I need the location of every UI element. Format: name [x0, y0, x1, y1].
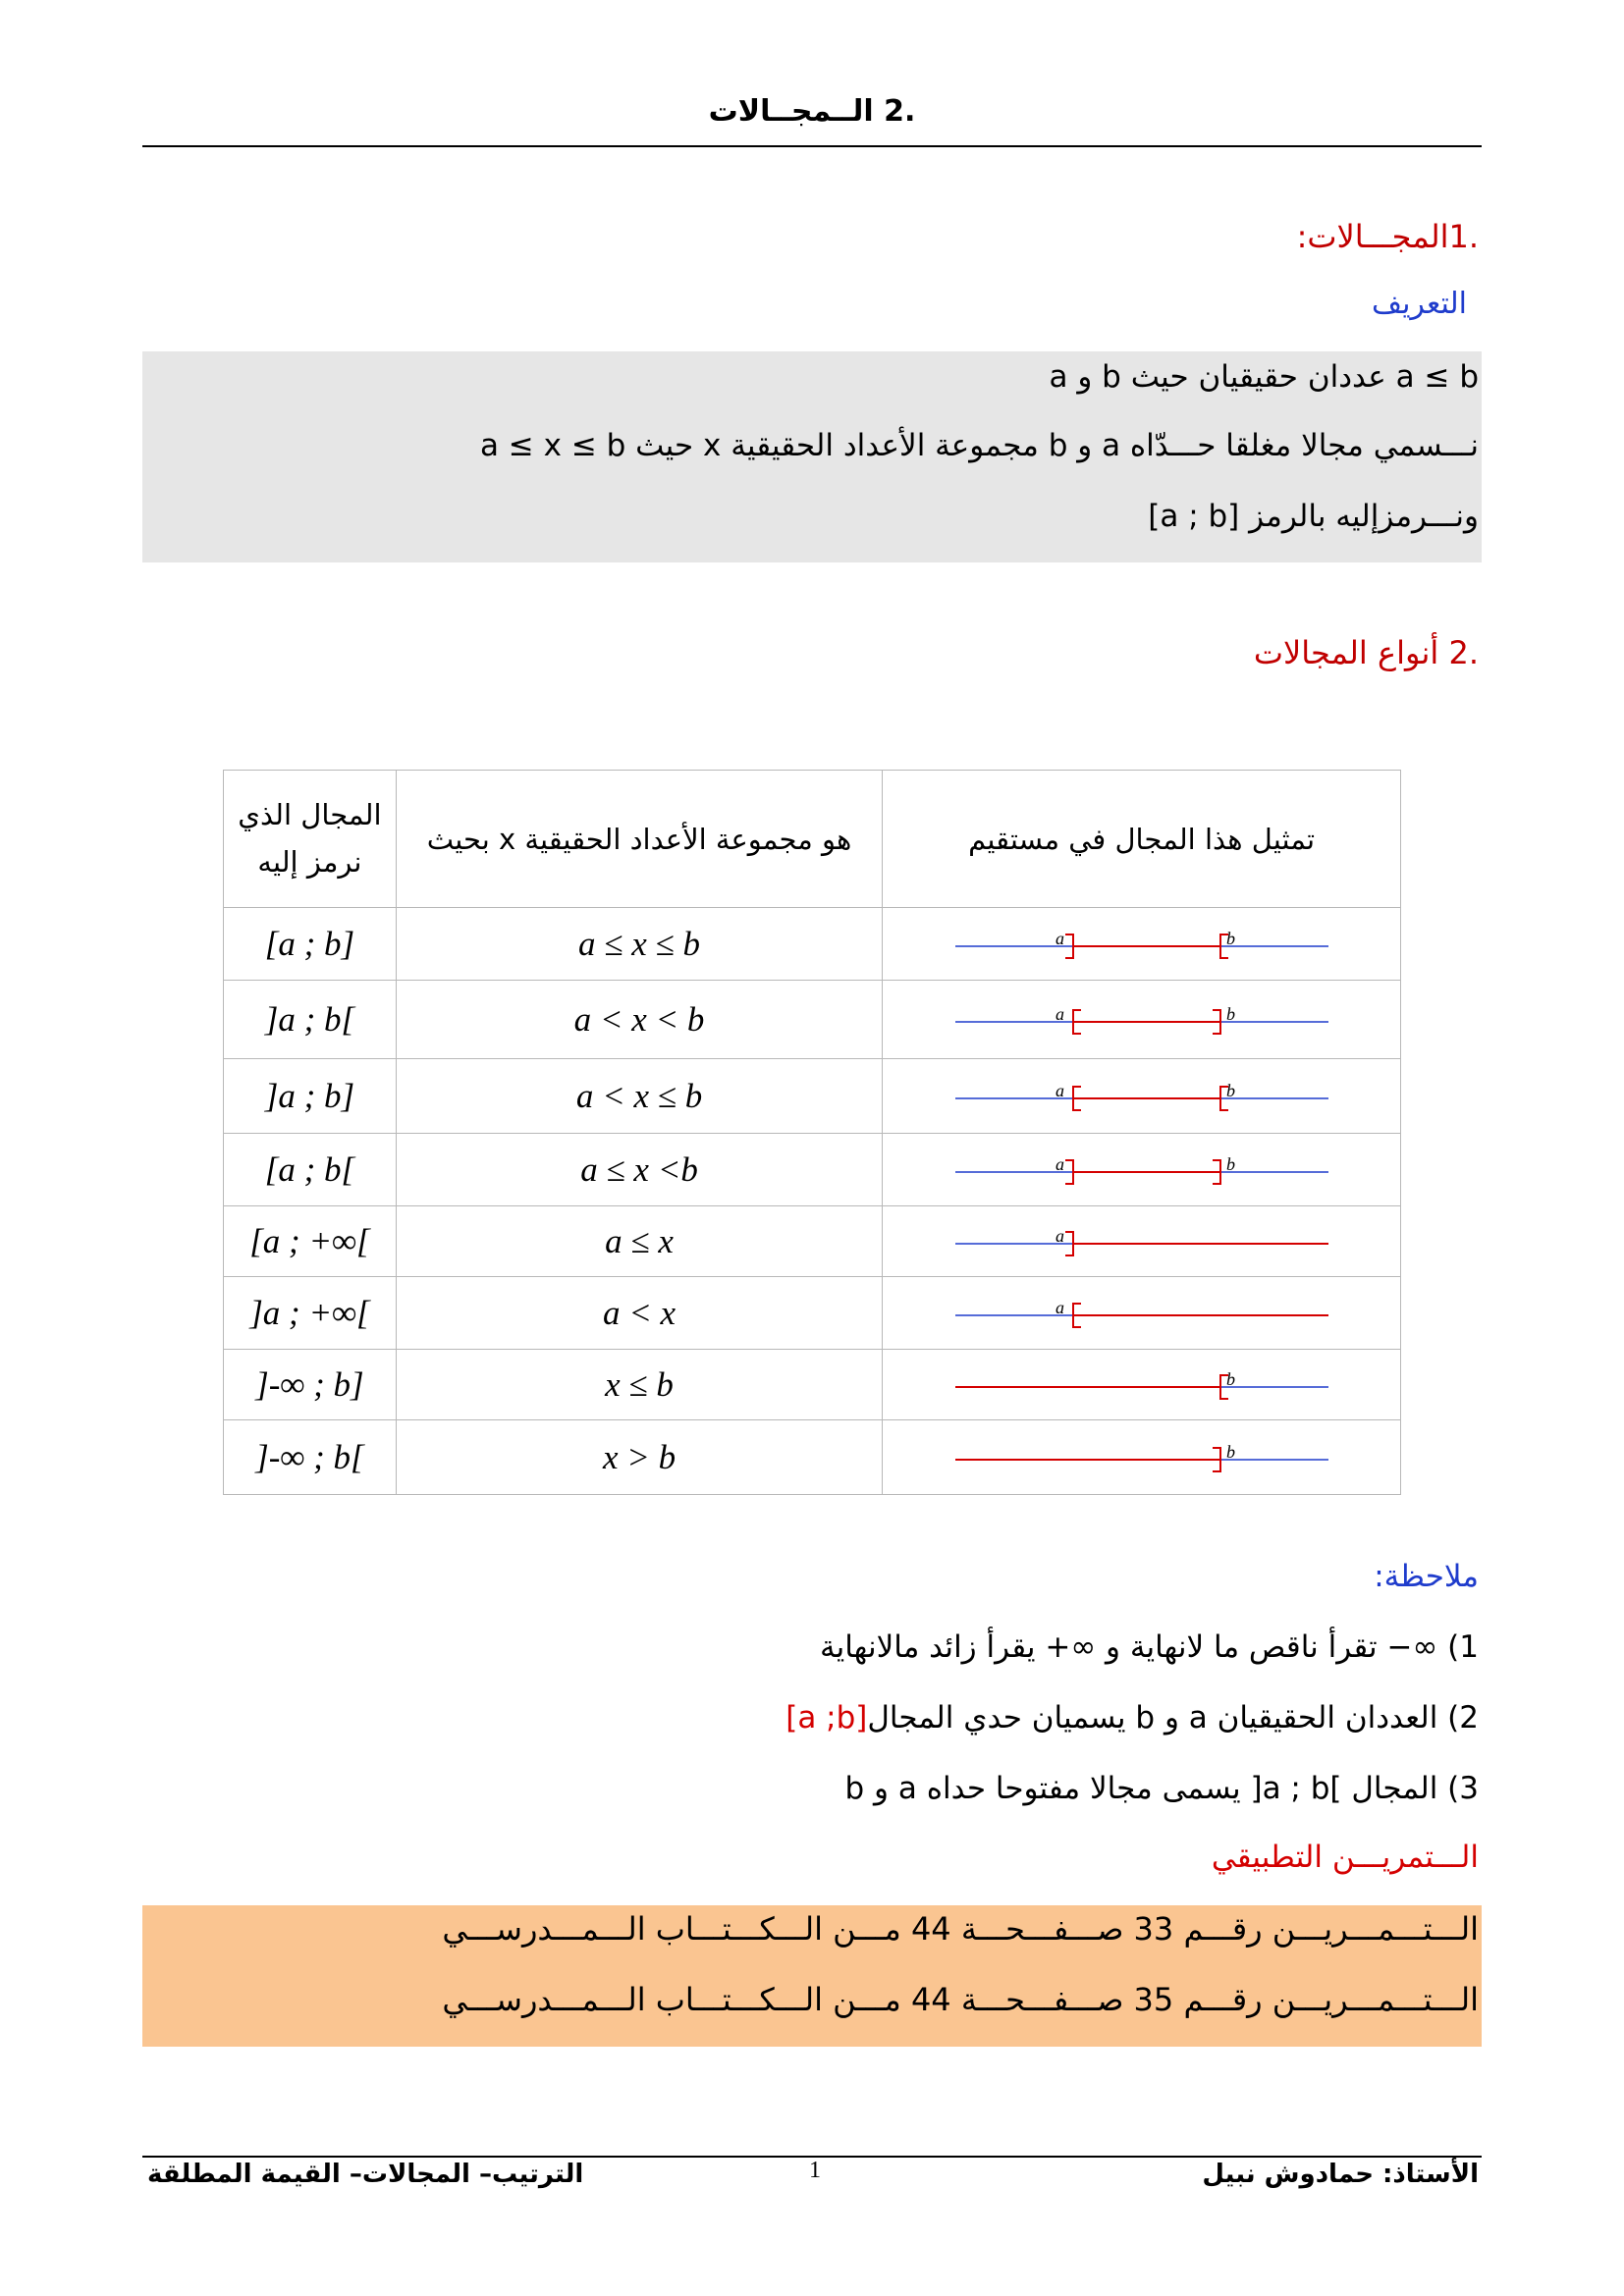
endpoint-label-b: b	[1225, 1080, 1235, 1100]
definition-label: التعريف	[1372, 287, 1467, 321]
header-representation: تمثيل هذا المجال في مستقيم	[883, 771, 1401, 908]
number-line-cell	[883, 1206, 1401, 1277]
table-row	[224, 1420, 1401, 1495]
endpoint-label-b: b	[1225, 1441, 1235, 1462]
number-line	[946, 998, 1338, 1041]
interval-symbol: ]a ; b]	[224, 1059, 397, 1134]
header-condition: هو مجموعة الأعداد الحقيقية x بحيث	[396, 771, 882, 908]
page-number: 1	[809, 2158, 821, 2183]
interval-symbol: ]-∞ ; b[	[224, 1420, 397, 1495]
note-item-2-interval: [a ;b]	[785, 1700, 868, 1735]
note-item-2-text: 2) العددان الحقيقيان a و b يسميان حدي المجال	[867, 1700, 1479, 1735]
exercise-line-1: الـــتـــمـــريـــن رقـــم 33 صـــفـــحـــة 44 مـــن الـــكـــتـــاب الـــمـــدرســـي	[442, 1910, 1479, 1948]
endpoint-label-a: a	[1055, 1153, 1064, 1174]
definition-line-3: ونـــرمزإليه بالرمز [a ; b]	[1148, 499, 1479, 534]
number-line	[946, 1363, 1338, 1407]
table-row	[224, 908, 1401, 981]
table-row	[224, 981, 1401, 1059]
number-line-cell	[883, 1277, 1401, 1350]
number-line	[946, 1148, 1338, 1192]
interval-condition: x ≤ b	[396, 1350, 882, 1420]
number-line-cell	[883, 1059, 1401, 1134]
number-line	[946, 1436, 1338, 1479]
header-symbol: المجال الذي نرمز إليه	[224, 771, 397, 908]
header-rule	[142, 145, 1482, 147]
section1-title: .1المجـــالات:	[1296, 218, 1479, 255]
endpoint-label-a: a	[1055, 1080, 1064, 1100]
table-header-row	[224, 771, 1401, 908]
interval-condition: a ≤ x	[396, 1206, 882, 1277]
interval-symbol: ]a ; b[	[224, 981, 397, 1059]
endpoint-label-b: b	[1225, 928, 1235, 948]
definition-line-1: a و b عددان حقيقيان حيث a ≤ b	[1049, 359, 1479, 395]
interval-condition: a ≤ x <b	[396, 1134, 882, 1206]
endpoint-label-a: a	[1055, 1225, 1064, 1246]
number-line-cell	[883, 908, 1401, 981]
number-line	[946, 1075, 1338, 1118]
interval-symbol: [a ; b]	[224, 908, 397, 981]
exercise-line-2: الـــتـــمـــريـــن رقـــم 35 صـــفـــحـــة 44 مـــن الـــكـــتـــاب الـــمـــدرســـي	[442, 1981, 1479, 2018]
endpoint-label-b: b	[1225, 1368, 1235, 1389]
endpoint-label-a: a	[1055, 1003, 1064, 1024]
table-row	[224, 1350, 1401, 1420]
interval-condition: a < x	[396, 1277, 882, 1350]
number-line-cell	[883, 981, 1401, 1059]
table-row	[224, 1134, 1401, 1206]
table-row	[224, 1277, 1401, 1350]
number-line-cell	[883, 1350, 1401, 1420]
page-title: .2 الــمجــالات	[708, 94, 916, 129]
footer-topic: الترتيب– المجالات– القيمة المطلقة	[147, 2160, 584, 2189]
note-item-2	[785, 1700, 1479, 1735]
number-line-cell	[883, 1420, 1401, 1495]
table-row	[224, 1206, 1401, 1277]
interval-symbol: ]-∞ ; b]	[224, 1350, 397, 1420]
endpoint-label-b: b	[1225, 1153, 1235, 1174]
endpoint-label-a: a	[1055, 928, 1064, 948]
endpoint-label-a: a	[1055, 1297, 1064, 1317]
interval-condition: a < x ≤ b	[396, 1059, 882, 1134]
interval-symbol: ]a ; +∞[	[224, 1277, 397, 1350]
interval-symbol: [a ; +∞[	[224, 1206, 397, 1277]
interval-condition: x > b	[396, 1420, 882, 1495]
number-line-cell	[883, 1134, 1401, 1206]
table-row	[224, 1059, 1401, 1134]
interval-symbol: [a ; b[	[224, 1134, 397, 1206]
interval-condition: a < x < b	[396, 981, 882, 1059]
number-line	[946, 923, 1338, 966]
notes-title: ملاحظة:	[1374, 1559, 1479, 1594]
section2-title: .2 أنواع المجالات	[1253, 634, 1479, 671]
number-line	[946, 1292, 1338, 1335]
note-item-3: 3) المجال ]a ; b[ يسمى مجالا مفتوحا حداه a و b	[844, 1771, 1479, 1806]
endpoint-label-b: b	[1225, 1003, 1235, 1024]
exercise-title: الـــتمريـــن التطبيقي	[1211, 1840, 1479, 1875]
interval-types-table	[223, 770, 1401, 1495]
interval-condition: a ≤ x ≤ b	[396, 908, 882, 981]
number-line	[946, 1220, 1338, 1263]
footer-author: الأستاذ: حمادوش نبيل	[1202, 2160, 1479, 2189]
definition-line-2: نـــسمي مجالا مغلقا حـــدّاه a و b مجموعة الأعداد الحقيقية x حيث a ≤ x ≤ b	[479, 428, 1479, 463]
note-item-1: 1) ∞− تقرأ ناقص ما لانهاية و ∞+ يقرأ زائد مالانهاية	[819, 1629, 1479, 1665]
